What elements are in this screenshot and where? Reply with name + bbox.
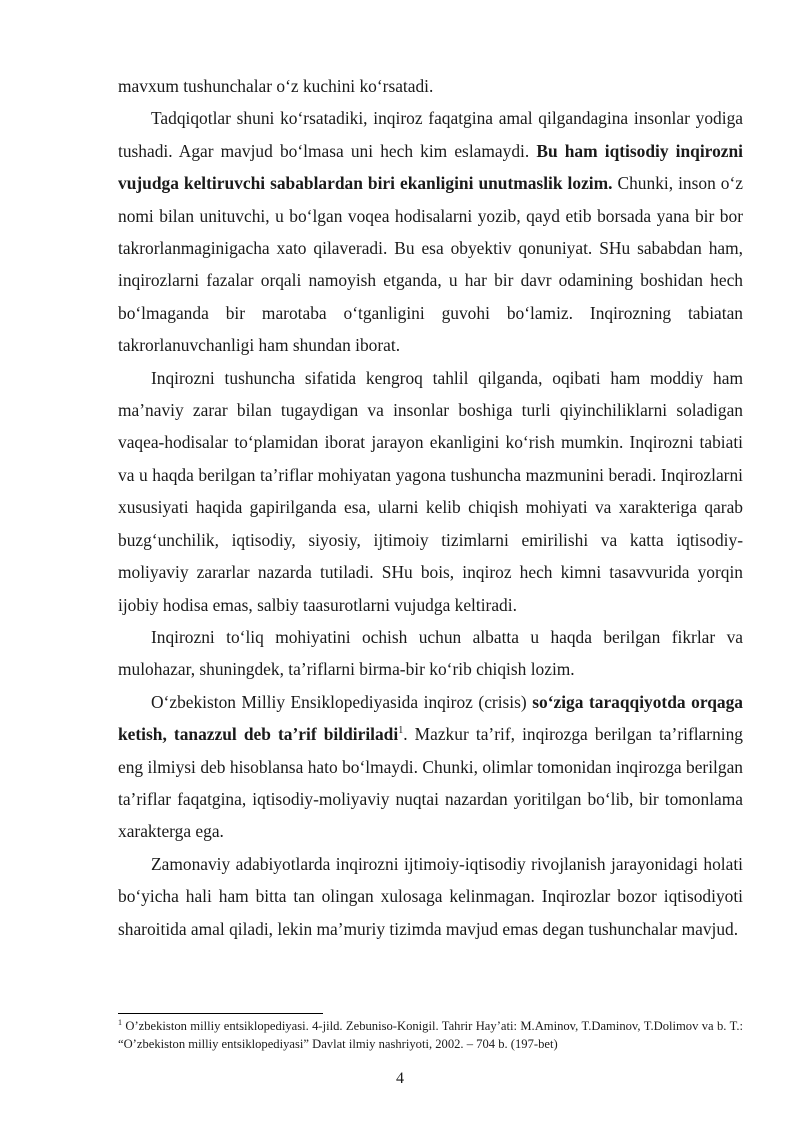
document-body [118,70,743,945]
paragraph [118,70,743,102]
paragraph [118,621,743,686]
text-run: Inqirozni tushuncha sifatida kengroq tahlil qilganda, oqibati ham moddiy ham ma’naviy zarar bilan tugaydigan va insonlar boshiga turli qiyinchiliklarni soladigan vaqea-hodisalar to‘plamidan iborat jarayon ekanligini ko‘rish mumkin. Inqirozni tabiati va u haqda berilgan ta’riflar mohiyatan yagona tushuncha mazmunini beradi. Inqirozlarni xususiyati haqida gapirilganda esa, ularni kelib chiqish mohiyati va xarakteriga qarab buzg‘unchilik, iqtisodiy, siyosiy, ijtimoiy tizimlarni emirilishi va katta iqtisodiy-moliyaviy zararlar nazarda tutiladi. SHu bois, inqiroz hech kimni tasavvurida yorqin ijobiy hodisa emas, salbiy taasurotlarni vujudga keltiradi. [118,367,743,615]
text-run: mavxum tushunchalar o‘z kuchini ko‘rsatadi. [118,76,434,96]
footnote-text: O’zbekiston milliy entsiklopediyasi. 4-jild. Zebuniso-Konigil. Tahrir Hay’ati: M.Aminov, T.Daminov, T.Dolimov va b. T.: “O’zbekiston milliy entsiklopediyasi” Davlat ilmiy nashriyoti, 2002. – 704 b. (197-bet) [118,1019,743,1051]
footnote [118,1018,743,1053]
paragraph [118,102,743,361]
text-run: Zamonaviy adabiyotlarda inqirozni ijtimoiy-iqtisodiy rivojlanish jarayonidagi holati bo‘yicha hali ham bitta tan olingan xulosaga kelinmagan. Inqirozlar bozor iqtisodiyoti sharoitida amal qiladi, lekin ma’muriy tizimda mavjud emas degan tushunchalar mavjud. [118,853,743,939]
text-run: Chunki, inson o‘z nomi bilan unituvchi, u bo‘lgan voqea hodisalarni yozib, qayd etib borsada yana bir bor takrorlanmaginigacha xato qilaveradi. Bu esa obyektiv qonuniyat. SHu sababdan ham, inqirozlarni fazalar orqali namoyish etganda, u har bir davr odamining boshidan hech bo‘lmaganda bir marotaba o‘tganligini guvohi bo‘lamiz. Inqirozning tabiatan takrorlanuvchanligi ham shundan iborat. [118,173,743,356]
page-number: 4 [396,1070,404,1087]
text-run: O‘zbekiston Milliy Ensiklopediyasida inqiroz (crisis) [151,691,533,712]
text-run: Tadqiqotlar shuni ko‘rsatadiki, inqiroz faqatgina amal qilgandagina insonlar yodiga tushadi. Agar mavjud bo‘lmasa uni hech kim eslamaydi. [118,108,743,161]
text-run: Inqirozni to‘liq mohiyatini ochish uchun albatta u haqda berilgan fikrlar va mulohazar, shuningdek, ta’riflarni birma-bir ko‘rib chiqish lozim. [118,626,743,680]
bold-text-run: Bu ham iqtisodiy inqirozni vujudga keltiruvchi sabablardan biri ekanligini unutmaslik lozim. [118,140,743,194]
text-run: . Mazkur ta’rif, inqirozga berilgan ta’riflarning eng ilmiysi deb hisoblansa hato bo‘lmaydi. Chunki, olimlar tomonidan inqirozga berilgan ta’riflar faqatgina, iqtisodiy-moliyaviy nuqtai nazardan yoritilgan bo‘lib, bir tomonlama xarakterga ega. [118,724,743,842]
footnote-marker: 1 [118,1017,122,1027]
footnote-separator [118,1013,323,1014]
paragraph [118,848,743,945]
paragraph [118,362,743,621]
footnote-reference[interactable]: 1 [398,725,404,737]
paragraph [118,686,743,848]
bold-text-run: so‘ziga taraqqiyotda orqaga ketish, tanazzul deb ta’rif bildiriladi [118,691,743,745]
